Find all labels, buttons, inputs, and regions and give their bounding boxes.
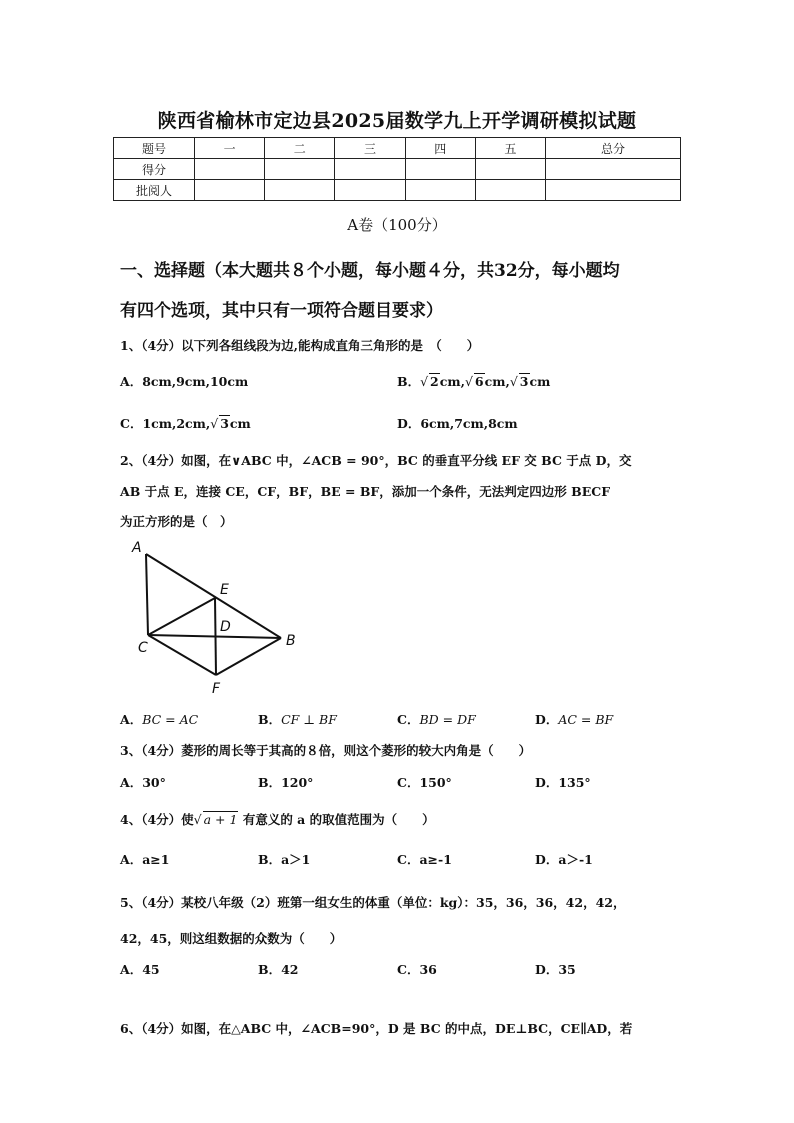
table-cell [405, 159, 475, 180]
table-cell: 五 [475, 138, 545, 159]
label-c: C [138, 640, 148, 656]
option-label: A． [120, 712, 143, 727]
question-5-line1: 5、（4分）某校八年级（2）班第一组女生的体重（单位：kg）：35，36，36，42，42， [120, 895, 626, 910]
table-cell: 二 [265, 138, 335, 159]
q2-option-a [120, 710, 198, 728]
q3-option-b: B．120° [258, 775, 314, 790]
section-heading-line1: 一、选择题（本大题共８个小题，每小题４分，共32分，每小题均 [120, 261, 620, 281]
table-cell: 总分 [546, 138, 681, 159]
question-5-line2: 42，45，则这组数据的众数为（ ） [120, 931, 343, 946]
q4-option-c: C．a≥-1 [397, 852, 452, 867]
table-row [114, 180, 681, 201]
unit: cm, [439, 374, 465, 389]
question-3-stem: 3、（4分）菱形的周长等于其高的８倍，则这个菱形的较大内角是（ ） [120, 743, 532, 758]
q1-option-d: D．6cm,7cm,8cm [397, 416, 518, 431]
option-expr: BD = DF [419, 712, 476, 727]
table-cell: 题号 [114, 138, 195, 159]
table-cell [475, 180, 545, 201]
table-cell [546, 159, 681, 180]
stem-text: 有意义的 a 的取值范围为（ ） [242, 812, 435, 827]
q5-option-a: A．45 [120, 962, 160, 977]
q5-option-b: B．42 [258, 962, 299, 977]
volume-heading: A卷（100分） [347, 216, 447, 234]
question-2-line1: 2、（4分）如图，在∨ABC 中，∠ACB = 90°，BC 的垂直平分线 EF 交 BC 于点 D，交 [120, 453, 632, 468]
table-cell [195, 159, 265, 180]
table-cell [195, 180, 265, 201]
table-row [114, 159, 681, 180]
q5-option-c: C．36 [397, 962, 437, 977]
q3-option-a: A．30° [120, 775, 166, 790]
label-d: D [220, 619, 231, 635]
section-heading-line2: 有四个选项，其中只有一项符合题目要求） [120, 301, 443, 321]
table-cell: 一 [195, 138, 265, 159]
table-cell: 得分 [114, 159, 195, 180]
page-title: 陕西省榆林市定边县2025届数学九上开学调研模拟试题 [157, 110, 637, 132]
question-1-stem: 1、（4分）以下列各组线段为边,能构成直角三角形的是 （ ） [120, 338, 480, 353]
table-cell [265, 159, 335, 180]
table-cell [335, 180, 405, 201]
q5-option-d: D．35 [535, 962, 576, 977]
question-4-stem: 4、（4分）使√ a + 1 有意义的 a 的取值范围为（ ） [120, 812, 435, 827]
score-table [113, 137, 681, 201]
segment-ac [146, 554, 148, 635]
option-expr: AC = BF [558, 712, 614, 727]
radicand: 3 [220, 416, 229, 431]
radicand: 6 [474, 374, 484, 389]
q2-option-b [258, 710, 337, 728]
option-label: C． [397, 712, 420, 727]
table-row [114, 138, 681, 159]
option-expr: CF ⊥ BF [281, 712, 337, 727]
question-2-line3: 为正方形的是（ ） [120, 514, 233, 529]
option-label: B． [397, 374, 421, 389]
q2-geometry-figure [128, 538, 308, 698]
label-e: E [220, 582, 229, 598]
q4-option-b: B．a＞1 [258, 852, 311, 867]
table-cell: 三 [335, 138, 405, 159]
segment-fb [216, 638, 281, 675]
q3-option-d: D．135° [535, 775, 591, 790]
option-text: C．1cm,2cm, [120, 416, 211, 431]
option-label: D． [535, 712, 559, 727]
q3-option-c: C．150° [397, 775, 452, 790]
q1-option-c: C．1cm,2cm,√ 3cm [120, 416, 251, 431]
table-cell: 批阅人 [114, 180, 195, 201]
label-f: F [212, 681, 221, 697]
q2-option-c [397, 710, 476, 728]
question-6-line1: 6、（4分）如图，在△ABC 中，∠ACB=90°，D 是 BC 的中点，DE⊥BC，CE∥AD，若 [120, 1021, 633, 1036]
table-cell [335, 159, 405, 180]
q1-option-a: A．8cm,9cm,10cm [120, 374, 249, 389]
table-cell: 四 [405, 138, 475, 159]
radicand: a + 1 [203, 812, 238, 827]
unit: cm [229, 416, 251, 431]
segment-ef [215, 598, 216, 675]
segment-ce [148, 598, 215, 635]
radicand: 3 [519, 374, 529, 389]
table-cell [546, 180, 681, 201]
option-label: B． [258, 712, 282, 727]
label-a: A [132, 540, 142, 556]
segment-cf [148, 635, 216, 675]
q2-option-d [535, 710, 613, 728]
table-cell [405, 180, 475, 201]
unit: cm [529, 374, 551, 389]
option-expr: BC = AC [142, 712, 199, 727]
label-b: B [286, 633, 296, 649]
question-2-line2: AB 于点 E，连接 CE，CF，BF，BE = BF，添加一个条件，无法判定四边形 BECF [120, 484, 611, 499]
unit: cm, [484, 374, 510, 389]
q4-option-d: D．a＞-1 [535, 852, 593, 867]
q1-option-b: B．√ 2cm,√ 6cm,√ 3cm [397, 374, 551, 389]
q4-option-a: A．a≥1 [120, 852, 170, 867]
stem-text: 4、（4分）使 [120, 812, 194, 827]
table-cell [475, 159, 545, 180]
table-cell [265, 180, 335, 201]
radicand: 2 [430, 374, 439, 389]
